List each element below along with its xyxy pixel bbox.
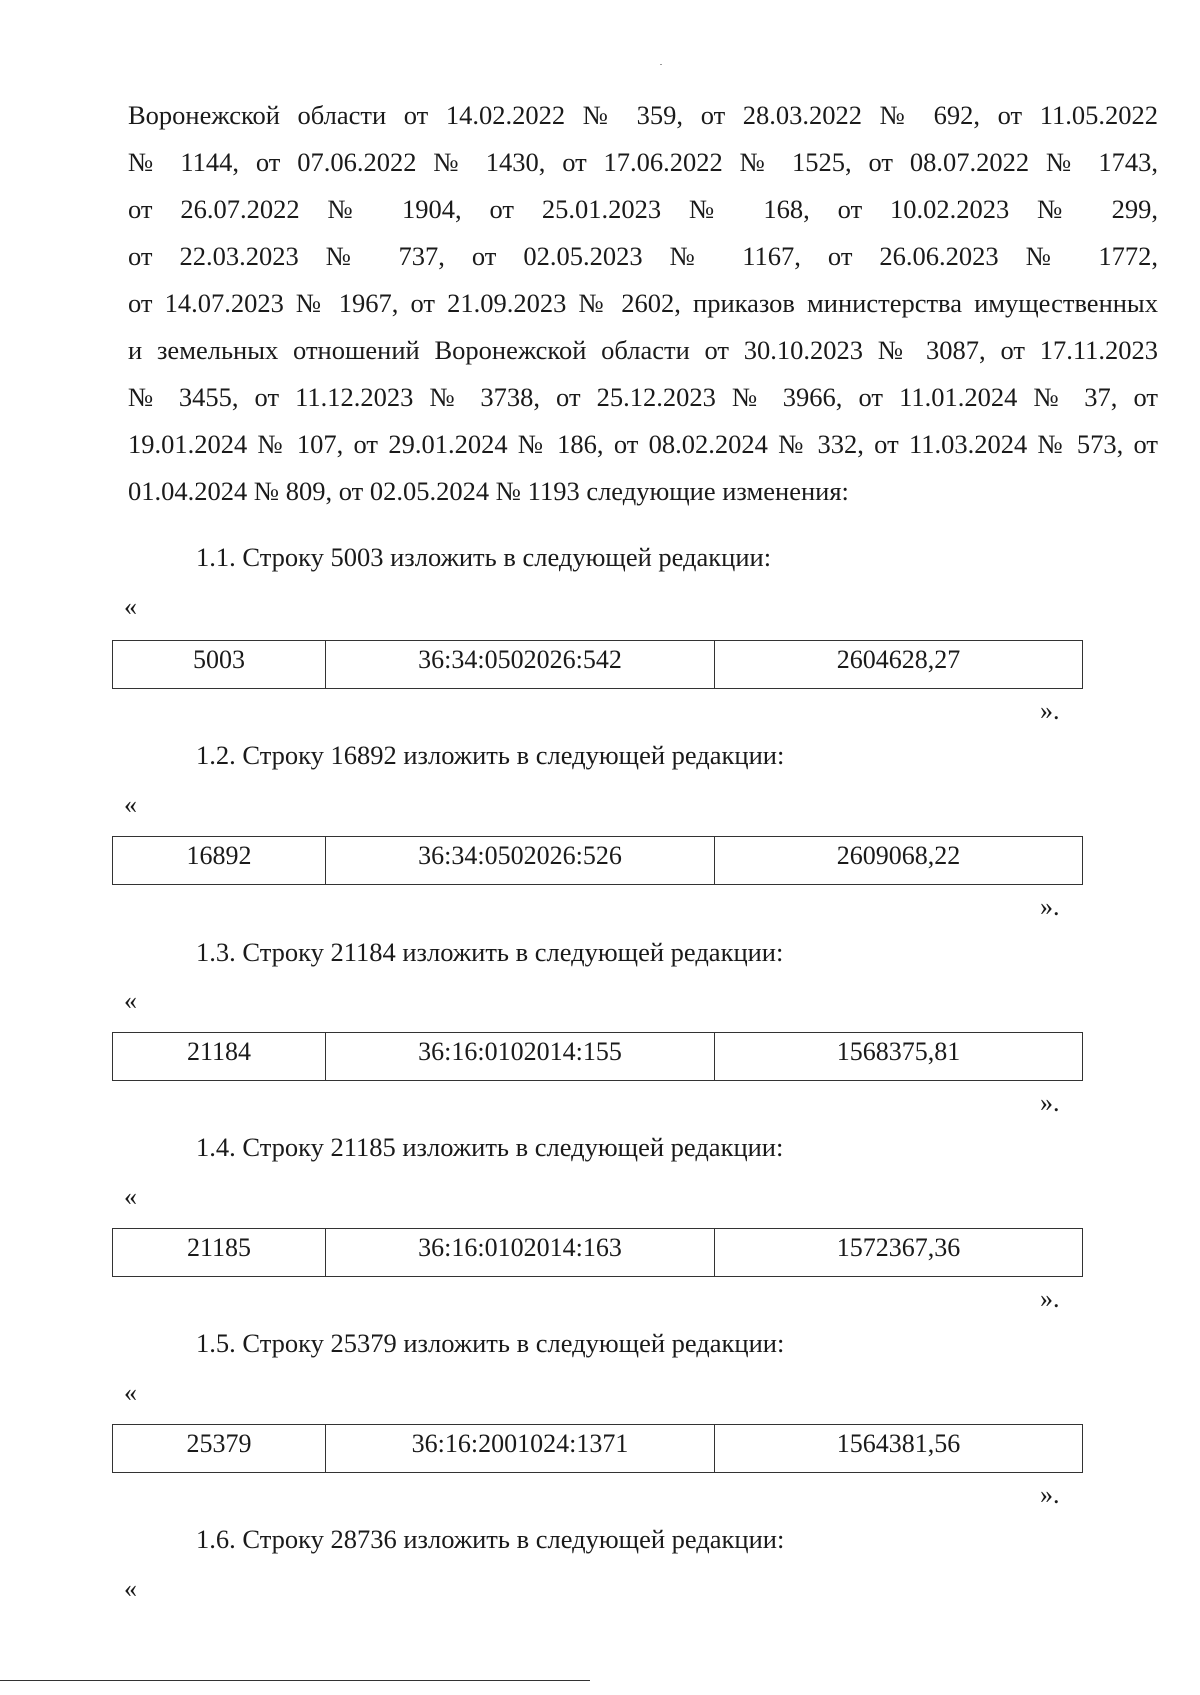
quote-open: «	[124, 986, 137, 1015]
item-heading-1-4: 1.4. Строку 21185 изложить в следующей редакции:	[196, 1132, 784, 1162]
quote-open: «	[124, 790, 137, 819]
row-number-cell: 21184	[113, 1033, 326, 1081]
replacement-row-table	[112, 1228, 1083, 1277]
quote-close: ».	[1040, 892, 1060, 921]
intro-line: от 14.07.2023 № 1967, от 21.09.2023 № 2602, приказов министерства имущественных	[128, 288, 1158, 318]
item-heading-1-5: 1.5. Строку 25379 изложить в следующей редакции:	[196, 1328, 785, 1358]
scan-artifact	[660, 64, 662, 65]
table-row	[113, 641, 1083, 689]
replacement-row-table	[112, 640, 1083, 689]
quote-close: ».	[1040, 696, 1060, 725]
quote-close: ».	[1040, 1284, 1060, 1313]
item-heading-1-6: 1.6. Строку 28736 изложить в следующей редакции:	[196, 1524, 785, 1554]
value-cell: 1572367,36	[715, 1229, 1083, 1277]
intro-line: № 3455, от 11.12.2023 № 3738, от 25.12.2023 № 3966, от 11.01.2024 № 37, от	[128, 382, 1158, 412]
row-number-cell: 5003	[113, 641, 326, 689]
value-cell: 2604628,27	[715, 641, 1083, 689]
intro-line: 19.01.2024 № 107, от 29.01.2024 № 186, от 08.02.2024 № 332, от 11.03.2024 № 573, от	[128, 429, 1158, 459]
quote-close: ».	[1040, 1088, 1060, 1117]
quote-open: «	[124, 1378, 137, 1407]
item-heading-1-2: 1.2. Строку 16892 изложить в следующей редакции:	[196, 740, 785, 770]
footnote-separator	[0, 1680, 590, 1681]
item-heading-1-1: 1.1. Строку 5003 изложить в следующей редакции:	[196, 542, 772, 572]
intro-line: от 22.03.2023 № 737, от 02.05.2023 № 1167, от 26.06.2023 № 1772,	[128, 241, 1158, 271]
row-number-cell: 21185	[113, 1229, 326, 1277]
intro-line: и земельных отношений Воронежской области от 30.10.2023 № 3087, от 17.11.2023	[128, 335, 1158, 365]
table-row	[113, 1033, 1083, 1081]
quote-open: «	[124, 1182, 137, 1211]
cadastral-number-cell: 36:16:0102014:163	[326, 1229, 715, 1277]
quote-open: «	[124, 592, 137, 621]
replacement-row-table	[112, 1424, 1083, 1473]
item-heading-1-3: 1.3. Строку 21184 изложить в следующей редакции:	[196, 937, 784, 967]
intro-line: Воронежской области от 14.02.2022 № 359, от 28.03.2022 № 692, от 11.05.2022	[128, 100, 1158, 130]
cadastral-number-cell: 36:34:0502026:526	[326, 837, 715, 885]
value-cell: 1564381,56	[715, 1425, 1083, 1473]
cadastral-number-cell: 36:16:2001024:1371	[326, 1425, 715, 1473]
intro-line: 01.04.2024 № 809, от 02.05.2024 № 1193 следующие изменения:	[128, 476, 849, 506]
quote-close: ».	[1040, 1480, 1060, 1509]
replacement-row-table	[112, 1032, 1083, 1081]
cadastral-number-cell: 36:34:0502026:542	[326, 641, 715, 689]
quote-open: «	[124, 1574, 137, 1603]
row-number-cell: 25379	[113, 1425, 326, 1473]
cadastral-number-cell: 36:16:0102014:155	[326, 1033, 715, 1081]
intro-paragraph	[128, 92, 1158, 515]
replacement-row-table	[112, 836, 1083, 885]
table-row	[113, 837, 1083, 885]
table-row	[113, 1425, 1083, 1473]
table-row	[113, 1229, 1083, 1277]
row-number-cell: 16892	[113, 837, 326, 885]
intro-line: от 26.07.2022 № 1904, от 25.01.2023 № 168, от 10.02.2023 № 299,	[128, 194, 1158, 224]
value-cell: 2609068,22	[715, 837, 1083, 885]
value-cell: 1568375,81	[715, 1033, 1083, 1081]
intro-line: № 1144, от 07.06.2022 № 1430, от 17.06.2022 № 1525, от 08.07.2022 № 1743,	[128, 147, 1158, 177]
